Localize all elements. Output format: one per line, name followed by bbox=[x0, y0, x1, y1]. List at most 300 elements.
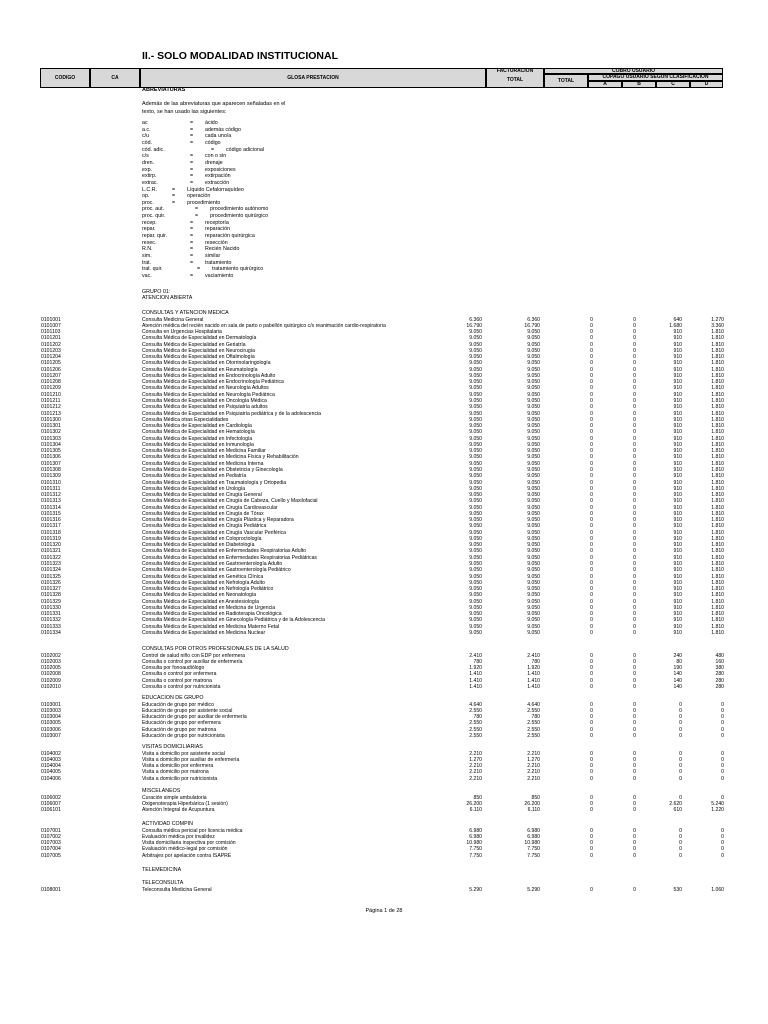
row-copago-c: 910 bbox=[673, 441, 682, 448]
row-copago-c: 910 bbox=[673, 592, 682, 599]
row-copago-d: 1.810 bbox=[711, 379, 724, 386]
row-facturacion: 6.110 bbox=[469, 807, 482, 814]
row-copago-d: 0 bbox=[721, 732, 724, 739]
table-row bbox=[0, 335, 768, 341]
row-copago-b: 0 bbox=[633, 466, 636, 473]
row-code: 0101321 bbox=[41, 548, 61, 555]
abbreviation-equals: = bbox=[190, 226, 194, 233]
row-facturacion: 9.050 bbox=[469, 517, 482, 524]
row-description: Control de salud niño con EDP por enfermera bbox=[142, 652, 245, 659]
row-copago-d: 1.810 bbox=[711, 573, 724, 580]
row-facturacion: 9.050 bbox=[469, 341, 482, 348]
abbreviation-equals: = bbox=[190, 139, 194, 146]
row-facturacion: 2.210 bbox=[469, 775, 482, 782]
table-row bbox=[0, 360, 768, 366]
row-description: Consulta o control por matrona bbox=[142, 677, 212, 684]
row-facturacion: 9.050 bbox=[469, 460, 482, 467]
row-copago-d: 1.810 bbox=[711, 485, 724, 492]
row-copago-c: 910 bbox=[673, 604, 682, 611]
row-copago-c: 910 bbox=[673, 504, 682, 511]
row-copago-d: 1.810 bbox=[711, 510, 724, 517]
row-total: 9.050 bbox=[527, 423, 540, 430]
row-code: 0101201 bbox=[41, 335, 61, 342]
row-total: 9.050 bbox=[527, 485, 540, 492]
row-description: Consulta Médica otras Especialidades bbox=[142, 416, 229, 423]
row-code: 0106101 bbox=[41, 807, 61, 814]
abbreviation-value: Recién Nacido bbox=[205, 246, 240, 253]
table-row bbox=[0, 714, 768, 720]
row-facturacion: 9.050 bbox=[469, 398, 482, 404]
row-copago-d: 1.810 bbox=[711, 391, 724, 398]
table-row bbox=[0, 436, 768, 442]
row-copago-d: 280 bbox=[715, 671, 724, 678]
row-total: 9.050 bbox=[527, 554, 540, 561]
row-copago-b: 0 bbox=[633, 360, 636, 367]
abbreviation-value: resección bbox=[205, 239, 228, 246]
abbreviation-equals: = bbox=[190, 133, 194, 140]
row-description: Consulta Médica de Especialidad en Otorrinolaringología bbox=[142, 360, 271, 367]
row-description: Consulta Médica de Especialidad en Cardiología bbox=[142, 423, 252, 430]
section-title: MISCELANEOS bbox=[142, 788, 181, 794]
row-copago-c: 910 bbox=[673, 548, 682, 555]
row-facturacion: 5.290 bbox=[469, 886, 482, 893]
row-copago-b: 0 bbox=[633, 542, 636, 549]
row-facturacion: 9.050 bbox=[469, 504, 482, 511]
row-description: Consulta Médica de Especialidad en Reumatología bbox=[142, 366, 258, 373]
row-copago-b: 0 bbox=[633, 750, 636, 757]
row-code: 0107002 bbox=[41, 833, 61, 840]
row-code: 0104006 bbox=[41, 775, 61, 782]
row-copago-b: 0 bbox=[633, 335, 636, 342]
row-description: Consulta Médica de Especialidad en Psiquiatría pediátrica y de la adolescencia bbox=[142, 410, 321, 417]
row-facturacion: 9.050 bbox=[469, 523, 482, 530]
row-copago-c: 910 bbox=[673, 523, 682, 530]
row-copago-d: 3.360 bbox=[711, 322, 724, 329]
table-row bbox=[0, 454, 768, 460]
row-total: 9.050 bbox=[527, 498, 540, 505]
row-copago-c: 910 bbox=[673, 586, 682, 593]
abbreviation-key: repar. quir. bbox=[142, 233, 168, 240]
row-copago-d: 1.810 bbox=[711, 598, 724, 605]
abbreviation-value: extirpación bbox=[205, 173, 231, 180]
row-code: 0101327 bbox=[41, 586, 61, 593]
row-copago-a: 0 bbox=[590, 665, 593, 672]
row-code: 0101332 bbox=[41, 617, 61, 624]
row-code: 0108001 bbox=[41, 886, 61, 893]
row-copago-a: 0 bbox=[590, 542, 593, 549]
row-code: 0103006 bbox=[41, 726, 61, 733]
row-copago-a: 0 bbox=[590, 604, 593, 611]
row-copago-a: 0 bbox=[590, 617, 593, 624]
row-code: 0101211 bbox=[41, 398, 61, 404]
row-copago-b: 0 bbox=[633, 707, 636, 714]
abbreviation-equals: = bbox=[211, 146, 215, 153]
row-total: 6.360 bbox=[527, 316, 540, 323]
row-description: Consulta Médica de Especialidad en Ginecología Pediátrica y de la Adolescencia bbox=[142, 617, 325, 624]
row-facturacion: 9.050 bbox=[469, 573, 482, 580]
row-description: Consulta Médica de Especialidad en Obstetricia y Ginecología bbox=[142, 466, 283, 473]
table-row bbox=[0, 763, 768, 769]
table-row bbox=[0, 733, 768, 739]
abbreviation-equals: = bbox=[172, 186, 176, 193]
table-row bbox=[0, 659, 768, 665]
row-copago-a: 0 bbox=[590, 586, 593, 593]
row-code: 0104005 bbox=[41, 769, 61, 776]
row-copago-a: 0 bbox=[590, 658, 593, 665]
row-copago-b: 0 bbox=[633, 671, 636, 678]
row-copago-d: 1.810 bbox=[711, 479, 724, 486]
row-copago-b: 0 bbox=[633, 529, 636, 536]
abbreviation-key: L.C.R. bbox=[142, 186, 158, 193]
row-total: 9.050 bbox=[527, 466, 540, 473]
row-copago-c: 530 bbox=[673, 886, 682, 893]
row-total: 7.750 bbox=[527, 852, 540, 859]
table-row bbox=[0, 367, 768, 373]
row-total: 9.050 bbox=[527, 579, 540, 586]
row-code: 0101328 bbox=[41, 592, 61, 599]
row-facturacion: 2.210 bbox=[469, 750, 482, 757]
row-copago-c: 910 bbox=[673, 554, 682, 561]
row-code: 0102005 bbox=[41, 665, 61, 672]
row-total: 9.050 bbox=[527, 617, 540, 624]
row-description: Consulta Médica de Especialidad en Psiquiatría adultos bbox=[142, 404, 268, 411]
table-row bbox=[0, 392, 768, 398]
row-copago-a: 0 bbox=[590, 335, 593, 342]
row-copago-d: 1.810 bbox=[711, 604, 724, 611]
row-copago-c: 0 bbox=[679, 852, 682, 859]
row-copago-d: 1.810 bbox=[711, 630, 724, 636]
row-code: 0107004 bbox=[41, 846, 61, 853]
table-row bbox=[0, 574, 768, 580]
row-copago-d: 1.810 bbox=[711, 360, 724, 367]
row-total: 780 bbox=[531, 714, 540, 721]
row-copago-b: 0 bbox=[633, 617, 636, 624]
row-copago-a: 0 bbox=[590, 573, 593, 580]
row-copago-b: 0 bbox=[633, 604, 636, 611]
row-code: 0101213 bbox=[41, 410, 61, 417]
abbreviation-value: similar bbox=[205, 253, 221, 259]
row-code: 0101329 bbox=[41, 598, 61, 605]
row-copago-b: 0 bbox=[633, 726, 636, 733]
row-copago-c: 0 bbox=[679, 833, 682, 840]
group-label: GRUPO 01: bbox=[142, 289, 171, 295]
row-total: 7.750 bbox=[527, 846, 540, 853]
row-facturacion: 9.050 bbox=[469, 441, 482, 448]
row-copago-b: 0 bbox=[633, 714, 636, 721]
row-copago-d: 1.810 bbox=[711, 561, 724, 568]
table-row bbox=[0, 702, 768, 708]
abbreviation-key: vac. bbox=[142, 272, 152, 279]
table-row bbox=[0, 536, 768, 542]
row-copago-c: 910 bbox=[673, 398, 682, 404]
row-copago-c: 910 bbox=[673, 598, 682, 605]
table-row bbox=[0, 807, 768, 813]
row-copago-d: 1.810 bbox=[711, 504, 724, 511]
row-copago-d: 1.810 bbox=[711, 341, 724, 348]
row-total: 9.050 bbox=[527, 535, 540, 542]
row-copago-c: 910 bbox=[673, 573, 682, 580]
row-total: 6.110 bbox=[527, 807, 540, 814]
row-facturacion: 9.050 bbox=[469, 466, 482, 473]
row-copago-d: 1.810 bbox=[711, 529, 724, 536]
abbreviation-key: extirp. bbox=[142, 173, 157, 180]
header-col-b: B bbox=[622, 81, 656, 88]
row-description: Consulta Médica de Especialidad en Hematología bbox=[142, 429, 255, 436]
abbreviation-key: proc. bbox=[142, 199, 154, 206]
row-facturacion: 9.050 bbox=[469, 617, 482, 624]
row-copago-c: 910 bbox=[673, 535, 682, 542]
row-facturacion: 9.050 bbox=[469, 379, 482, 386]
table-row bbox=[0, 624, 768, 630]
row-description: Consulta Médica de Especialidad en Medicina Materno Fetal bbox=[142, 623, 280, 630]
table-row bbox=[0, 542, 768, 548]
row-copago-a: 0 bbox=[590, 630, 593, 636]
row-code: 0101210 bbox=[41, 391, 61, 398]
row-copago-a: 0 bbox=[590, 623, 593, 630]
abbreviation-equals: = bbox=[190, 173, 194, 180]
abbreviation-key: c/u bbox=[142, 133, 150, 140]
table-row bbox=[0, 586, 768, 592]
row-facturacion: 9.050 bbox=[469, 354, 482, 361]
table-row bbox=[0, 684, 768, 690]
row-total: 1.920 bbox=[527, 665, 540, 672]
row-code: 0107003 bbox=[41, 840, 61, 847]
header-ca: CA bbox=[90, 68, 140, 88]
row-description: Consulta Médica de Especialidad en Cirugía Pediátrica bbox=[142, 523, 267, 530]
row-facturacion: 9.050 bbox=[469, 416, 482, 423]
row-copago-d: 0 bbox=[721, 701, 724, 708]
abbreviation-equals: = bbox=[197, 266, 201, 273]
row-facturacion: 9.050 bbox=[469, 391, 482, 398]
row-copago-d: 1.810 bbox=[711, 542, 724, 549]
header-col-d: D bbox=[690, 81, 723, 88]
row-description: Consulta Médica de Especialidad en Endocrinología Adulto bbox=[142, 372, 276, 379]
row-description: Consulta Médica de Especialidad en Nefrología Adulto bbox=[142, 579, 265, 586]
row-copago-c: 910 bbox=[673, 379, 682, 386]
table-row bbox=[0, 561, 768, 567]
row-code: 0101103 bbox=[41, 329, 61, 336]
row-code: 0101301 bbox=[41, 423, 61, 430]
row-copago-c: 0 bbox=[679, 827, 682, 834]
row-facturacion: 850 bbox=[473, 794, 482, 801]
row-copago-b: 0 bbox=[633, 398, 636, 404]
row-description: Consulta en Urgencias Hospitalaria bbox=[142, 329, 222, 336]
row-copago-c: 0 bbox=[679, 775, 682, 782]
abbreviation-value: reparación bbox=[205, 226, 231, 233]
row-description: Consulta Médica de Especialidad en Neonatología bbox=[142, 592, 257, 599]
row-total: 6.980 bbox=[527, 833, 540, 840]
row-total: 9.050 bbox=[527, 598, 540, 605]
row-copago-d: 1.220 bbox=[711, 807, 724, 814]
row-code: 0101334 bbox=[41, 630, 61, 636]
row-facturacion: 16.790 bbox=[466, 322, 482, 329]
table-row bbox=[0, 411, 768, 417]
row-code: 0106007 bbox=[41, 800, 61, 807]
row-code: 0107001 bbox=[41, 827, 61, 834]
row-copago-d: 1.810 bbox=[711, 466, 724, 473]
row-facturacion: 9.050 bbox=[469, 372, 482, 379]
row-total: 1.270 bbox=[527, 756, 540, 763]
row-copago-c: 910 bbox=[673, 567, 682, 574]
row-description: Consulta Médica de Especialidad en Coloproctología bbox=[142, 535, 262, 542]
abbreviation-key: trat. quir. bbox=[142, 266, 163, 273]
row-copago-d: 1.810 bbox=[711, 498, 724, 505]
row-total: 9.050 bbox=[527, 341, 540, 348]
abbreviation-value: operación bbox=[187, 193, 211, 200]
row-copago-d: 1.810 bbox=[711, 404, 724, 411]
row-copago-a: 0 bbox=[590, 833, 593, 840]
abbreviation-equals: = bbox=[190, 272, 194, 279]
row-copago-a: 0 bbox=[590, 423, 593, 430]
table-row bbox=[0, 599, 768, 605]
table-row bbox=[0, 548, 768, 554]
row-facturacion: 9.050 bbox=[469, 542, 482, 549]
table-row bbox=[0, 492, 768, 498]
row-copago-b: 0 bbox=[633, 372, 636, 379]
row-copago-b: 0 bbox=[633, 732, 636, 739]
abbreviation-key: a.c. bbox=[142, 126, 151, 133]
row-description: Visita domiciliaria inspectiva por comisión bbox=[142, 840, 236, 847]
row-copago-b: 0 bbox=[633, 548, 636, 555]
row-description: Visita a domicilio por nutricionista bbox=[142, 775, 218, 782]
row-description: Consulta Médica de Especialidad en Medicina Interna bbox=[142, 460, 264, 467]
row-description: Consulta Médica de Especialidad en Oftalmología bbox=[142, 354, 255, 361]
row-total: 1.410 bbox=[527, 683, 540, 690]
row-description: Atención médica del recién nacido en sala de parto o pabellón quirúrgico c/s reanimación cardio-respiratoria bbox=[142, 322, 386, 329]
row-description: Educación de grupo por enfermera bbox=[142, 720, 221, 727]
row-facturacion: 9.050 bbox=[469, 366, 482, 373]
table-row bbox=[0, 630, 768, 636]
row-copago-a: 0 bbox=[590, 398, 593, 404]
abbreviation-equals: = bbox=[190, 159, 194, 166]
row-copago-a: 0 bbox=[590, 473, 593, 480]
row-code: 0101303 bbox=[41, 435, 61, 442]
table-row bbox=[0, 329, 768, 335]
row-total: 9.050 bbox=[527, 329, 540, 336]
row-copago-a: 0 bbox=[590, 598, 593, 605]
row-copago-b: 0 bbox=[633, 410, 636, 417]
row-copago-b: 0 bbox=[633, 485, 636, 492]
row-total: 9.050 bbox=[527, 611, 540, 618]
row-code: 0101001 bbox=[41, 316, 61, 323]
row-copago-d: 0 bbox=[721, 750, 724, 757]
row-facturacion: 6.360 bbox=[469, 316, 482, 323]
row-description: Evaluación médico-legal por comisión bbox=[142, 846, 228, 853]
row-copago-a: 0 bbox=[590, 732, 593, 739]
row-copago-d: 1.810 bbox=[711, 623, 724, 630]
row-copago-b: 0 bbox=[633, 316, 636, 323]
row-total: 2.210 bbox=[527, 769, 540, 776]
row-copago-c: 910 bbox=[673, 510, 682, 517]
row-total: 9.050 bbox=[527, 623, 540, 630]
row-facturacion: 9.050 bbox=[469, 347, 482, 354]
row-description: Consulta Medicina General bbox=[142, 316, 204, 323]
row-description: Visita a domicilio por auxiliar de enfermería bbox=[142, 756, 240, 763]
row-total: 9.050 bbox=[527, 372, 540, 379]
abbreviation-key: op. bbox=[142, 193, 150, 200]
row-copago-a: 0 bbox=[590, 354, 593, 361]
row-total: 9.050 bbox=[527, 366, 540, 373]
table-row bbox=[0, 846, 768, 852]
table-row bbox=[0, 665, 768, 671]
row-total: 850 bbox=[531, 794, 540, 801]
abbreviation-equals: = bbox=[190, 233, 194, 240]
row-copago-b: 0 bbox=[633, 846, 636, 853]
row-code: 0101312 bbox=[41, 492, 61, 499]
row-copago-a: 0 bbox=[590, 391, 593, 398]
row-copago-b: 0 bbox=[633, 366, 636, 373]
row-copago-a: 0 bbox=[590, 454, 593, 461]
abbreviation-equals: = bbox=[190, 253, 194, 259]
row-total: 2.550 bbox=[527, 732, 540, 739]
table-row bbox=[0, 671, 768, 677]
abbreviation-key: sim. bbox=[142, 253, 152, 259]
abbreviations-intro bbox=[142, 100, 285, 116]
row-copago-a: 0 bbox=[590, 529, 593, 536]
row-description: Consulta por fonoaudiólogo bbox=[142, 665, 205, 672]
row-copago-b: 0 bbox=[633, 886, 636, 893]
row-facturacion: 9.050 bbox=[469, 429, 482, 436]
row-copago-a: 0 bbox=[590, 800, 593, 807]
abbreviation-value: tratamiento quirúrgico bbox=[212, 266, 264, 273]
table-row bbox=[0, 776, 768, 782]
row-copago-a: 0 bbox=[590, 429, 593, 436]
row-copago-c: 0 bbox=[679, 756, 682, 763]
row-facturacion: 9.050 bbox=[469, 623, 482, 630]
row-facturacion: 6.980 bbox=[469, 833, 482, 840]
row-copago-d: 1.810 bbox=[711, 423, 724, 430]
abbreviation-value: drenaje bbox=[205, 159, 223, 166]
row-copago-b: 0 bbox=[633, 756, 636, 763]
table-row bbox=[0, 611, 768, 617]
row-total: 9.050 bbox=[527, 542, 540, 549]
row-copago-c: 910 bbox=[673, 448, 682, 455]
row-description: Consulta Médica de Especialidad en Anestesiología bbox=[142, 598, 259, 605]
row-copago-b: 0 bbox=[633, 683, 636, 690]
row-copago-c: 910 bbox=[673, 429, 682, 436]
row-facturacion: 9.050 bbox=[469, 385, 482, 392]
row-code: 0101313 bbox=[41, 498, 61, 505]
row-copago-a: 0 bbox=[590, 535, 593, 542]
table-row bbox=[0, 379, 768, 385]
row-facturacion: 9.050 bbox=[469, 329, 482, 336]
row-copago-d: 1.810 bbox=[711, 372, 724, 379]
intro-line: texto, se han usado las siguientes: bbox=[142, 109, 227, 115]
row-total: 9.050 bbox=[527, 410, 540, 417]
row-total: 9.050 bbox=[527, 529, 540, 536]
row-total: 9.050 bbox=[527, 460, 540, 467]
table-row bbox=[0, 653, 768, 659]
row-total: 6.980 bbox=[527, 827, 540, 834]
row-copago-a: 0 bbox=[590, 592, 593, 599]
row-copago-b: 0 bbox=[633, 479, 636, 486]
row-copago-c: 910 bbox=[673, 611, 682, 618]
table-row bbox=[0, 511, 768, 517]
table-row bbox=[0, 567, 768, 573]
row-code: 0101322 bbox=[41, 554, 61, 561]
row-copago-c: 910 bbox=[673, 630, 682, 636]
abbreviation-equals: = bbox=[190, 179, 194, 186]
section-title: ACTIVIDAD COMPIN bbox=[142, 821, 193, 827]
row-copago-c: 910 bbox=[673, 366, 682, 373]
row-total: 9.050 bbox=[527, 586, 540, 593]
row-total: 9.050 bbox=[527, 523, 540, 530]
row-copago-c: 80 bbox=[676, 658, 682, 665]
row-description: Consulta Médica de Especialidad en Cirugía de Cabeza, Cuello y Maxilofacial bbox=[142, 498, 318, 505]
row-copago-c: 910 bbox=[673, 454, 682, 461]
row-copago-c: 0 bbox=[679, 794, 682, 801]
row-copago-d: 1.060 bbox=[711, 886, 724, 893]
